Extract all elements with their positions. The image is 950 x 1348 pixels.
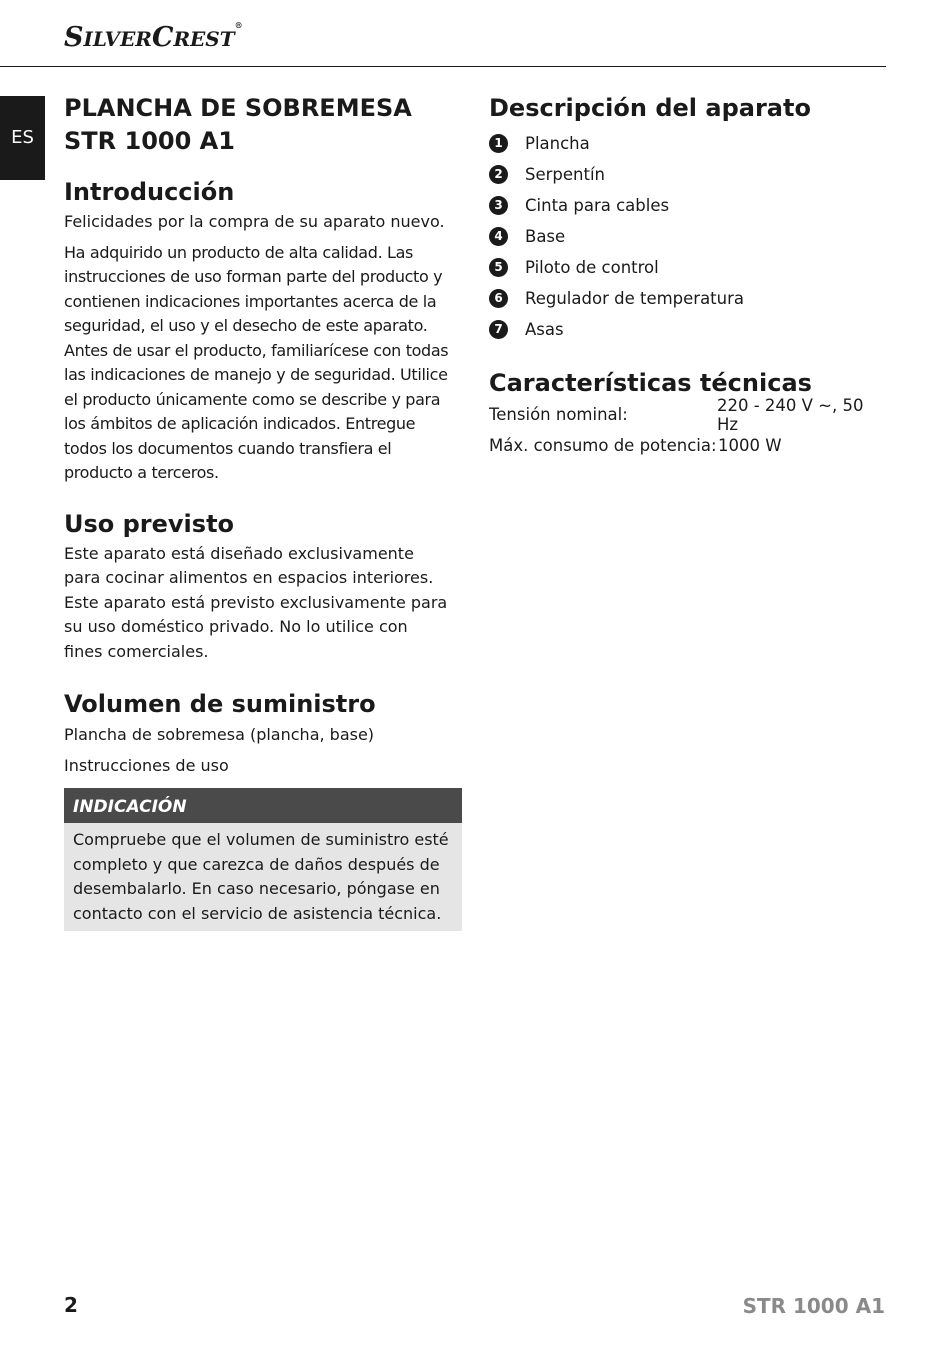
- list-item: 4 Base: [489, 221, 889, 252]
- number-badge-icon: 6: [489, 289, 508, 308]
- page-number: 2: [64, 1293, 78, 1317]
- list-item: 7 Asas: [489, 314, 889, 345]
- description-heading: Descripción del aparato: [489, 94, 811, 122]
- intended-use-paragraph: Este aparato está diseñado exclusivamente para cocinar alimentos en espacios interiores. Este aparato está previsto exclusivamente para su uso doméstico privado. No lo utilice con fines comerciales.: [64, 543, 448, 661]
- supply-heading: Volumen de suministro: [64, 690, 376, 718]
- note-label: INDICACIÓN: [64, 788, 462, 823]
- number-badge-icon: 2: [489, 165, 508, 184]
- list-item: 1 Plancha: [489, 128, 889, 159]
- language-tab: ES: [0, 96, 45, 180]
- number-badge-icon: 5: [489, 258, 508, 277]
- number-badge-icon: 7: [489, 320, 508, 339]
- spec-value: 1000 W: [718, 436, 782, 455]
- number-badge-icon: 1: [489, 134, 508, 153]
- supply-item: Instrucciones de uso: [64, 755, 229, 775]
- specs-table: [489, 395, 889, 461]
- specs-heading: Características técnicas: [489, 369, 812, 397]
- intro-paragraph-2: Ha adquirido un producto de alta calidad. Las instrucciones de uso forman parte del producto y contienen indicaciones importantes acerca de la seguridad, el uso y el desecho de este aparato. Antes de usar el producto, familiarícese con todas las indicaciones de manejo y de seguridad. Utilice el producto únicamente como se describe y para los ámbitos de aplicación indicados. Entregue todos los documentos cuando transfiera el producto a terceros.: [64, 242, 449, 482]
- intended-use-heading: Uso previsto: [64, 509, 235, 538]
- note-box: [64, 788, 462, 931]
- right-column: [489, 92, 889, 461]
- list-item: 3 Cinta para cables: [489, 190, 889, 221]
- number-badge-icon: 3: [489, 196, 508, 215]
- list-item: 5 Piloto de control: [489, 252, 889, 283]
- spec-label: Tensión nominal:: [489, 405, 628, 424]
- list-item: 6 Regulador de temperatura: [489, 283, 889, 314]
- footer-model: STR 1000 A1: [742, 1294, 885, 1318]
- note-text: Compruebe que el volumen de suministro esté completo y que carezca de daños después de desembalarlo. En caso necesario, póngase en contacto con el servicio de asistencia técnica.: [64, 823, 462, 931]
- intro-heading: Introducción: [64, 178, 235, 206]
- number-badge-icon: 4: [489, 227, 508, 246]
- spec-row: [489, 395, 889, 434]
- list-item: 2 Serpentín: [489, 159, 889, 190]
- supply-item: Plancha de sobremesa (plancha, base): [64, 725, 375, 744]
- spec-row: [489, 430, 889, 461]
- spec-label: Máx. consumo de potencia:: [489, 436, 717, 455]
- spec-value: 220 - 240 V ~, 50 Hz: [716, 395, 864, 434]
- left-column: [64, 92, 462, 931]
- parts-list: [489, 128, 889, 345]
- intro-paragraph-1: Felicidades por la compra de su aparato nuevo.: [64, 212, 445, 231]
- document-title: PLANCHA DE SOBREMESA STR 1000 A1: [64, 94, 412, 155]
- header-divider: [0, 66, 886, 67]
- brand-logo: SILVERCREST®: [64, 20, 243, 53]
